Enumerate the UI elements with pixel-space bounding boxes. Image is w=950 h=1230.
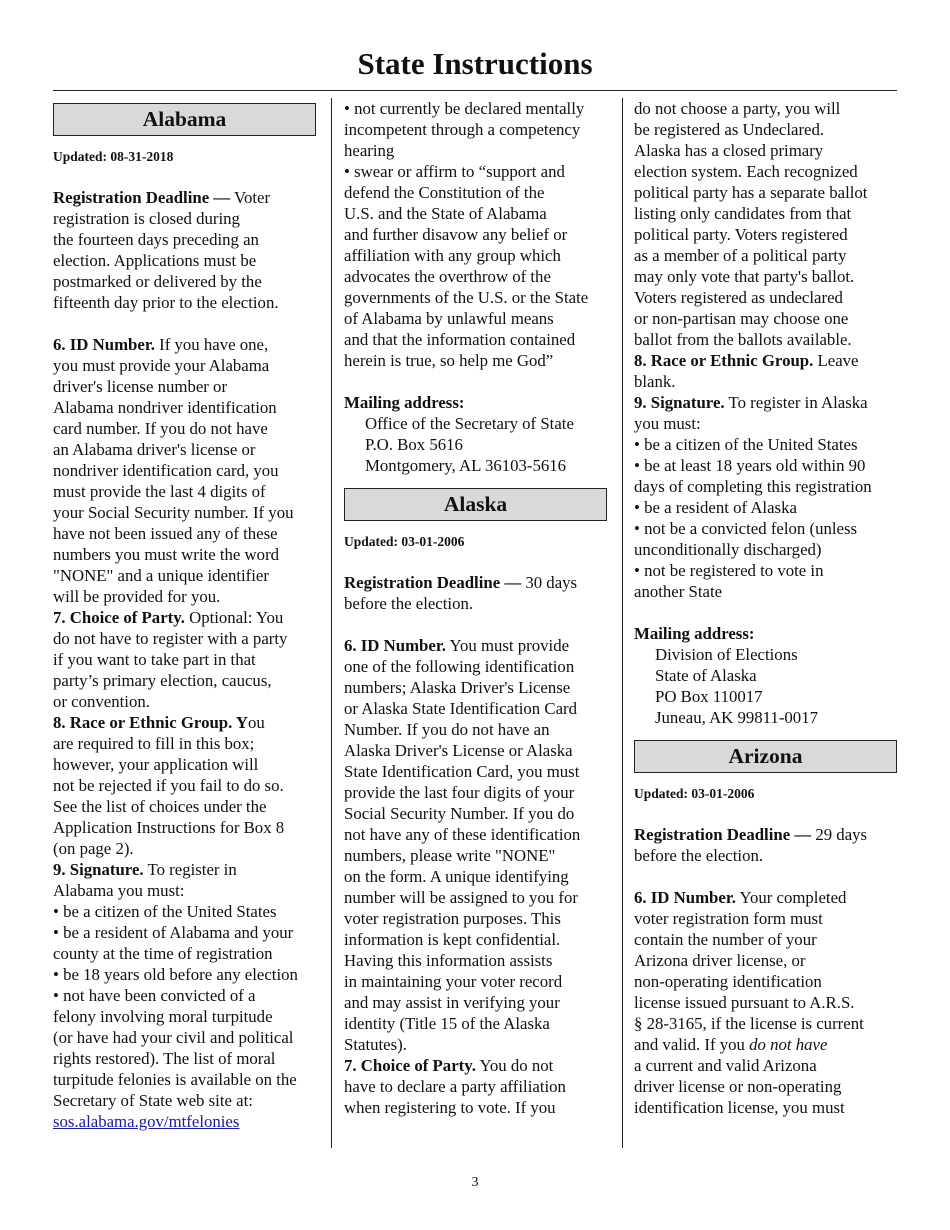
text-line: as a member of a political party (634, 246, 847, 265)
text-line: unconditionally discharged) (634, 540, 822, 559)
text-line: Arizona driver license, or (634, 951, 806, 970)
column-2 (344, 98, 623, 1148)
text-line: another State (634, 582, 723, 601)
text-line: will be provided for you. (53, 587, 221, 606)
text-line: county at the time of registration (53, 944, 273, 963)
text-line: on the form. A unique identifying (344, 867, 569, 886)
text-line: Having this information assists (344, 951, 553, 970)
text-line: Application Instructions for Box 8 (53, 818, 285, 837)
text-line: defend the Constitution of the (344, 183, 545, 202)
text-line: or non-partisan may choose one (634, 309, 849, 328)
text-line: political party has a separate ballot (634, 183, 868, 202)
text-line: • not be a convicted felon (unless (634, 519, 858, 538)
text-line: affiliation with any group which (344, 246, 561, 265)
text-line: fifteenth day prior to the election. (53, 293, 279, 312)
text-line: of Alabama by unlawful means (344, 309, 554, 328)
text-line: or Alaska State Identification Card (344, 699, 578, 718)
text-line: election. Applications must be (53, 251, 257, 270)
alabama-deadline-line: Registration Deadline — Voter (53, 188, 271, 207)
alabama-race-line: 8. Race or Ethnic Group. You (53, 713, 265, 732)
alabama-id-label: 6. ID Number. (53, 335, 155, 354)
text-line: information is kept confidential. (344, 930, 561, 949)
text-line: identity (Title 15 of the Alaska (344, 1014, 550, 1033)
text-line: be registered as Undeclared. (634, 120, 825, 139)
text-line: you must: (634, 414, 701, 433)
alaska-id-line: 6. ID Number. You must provide (344, 636, 570, 655)
text-line: license issued pursuant to A.R.S. (634, 993, 855, 1012)
address-line: PO Box 110017 (655, 687, 763, 706)
alaska-mailing-label: Mailing address: (634, 624, 755, 643)
text-line: however, your application will (53, 755, 259, 774)
address-line: P.O. Box 5616 (365, 435, 463, 454)
text-line: must provide the last 4 digits of (53, 482, 266, 501)
address-line: Office of the Secretary of State (365, 414, 574, 433)
arizona-deadline-line: Registration Deadline — 29 days (634, 825, 868, 844)
text-line: contain the number of your (634, 930, 817, 949)
text-line: • be at least 18 years old within 90 (634, 456, 866, 475)
state-header-alabama: Alabama (53, 103, 316, 136)
alabama-party-label: 7. Choice of Party. (53, 608, 185, 627)
text-line: identification license, you must (634, 1098, 845, 1117)
text-line: Alabama you must: (53, 881, 185, 900)
text-line: one of the following identification (344, 657, 575, 676)
alaska-deadline-line: Registration Deadline — 30 days (344, 573, 578, 592)
text-line: election system. Each recognized (634, 162, 858, 181)
title-divider (53, 90, 897, 91)
mtfelonies-link[interactable]: sos.alabama.gov/mtfelonies (53, 1112, 240, 1131)
text-line: postmarked or delivered by the (53, 272, 262, 291)
address-line: State of Alaska (655, 666, 757, 685)
text-line: an Alabama driver's license or (53, 440, 256, 459)
text-line: hearing (344, 141, 395, 160)
updated-date-alabama: Updated: 08-31-2018 (53, 149, 174, 164)
column-3 (634, 98, 904, 1148)
text-line: if you want to take part in that (53, 650, 256, 669)
text-line: • be a resident of Alabama and your (53, 923, 294, 942)
text-line: rights restored). The list of moral (53, 1049, 276, 1068)
text-line: voter registration purposes. This (344, 909, 561, 928)
text-line: you must provide your Alabama (53, 356, 270, 375)
alaska-race-label: 8. Race or Ethnic Group. (634, 351, 814, 370)
text-line: and may assist in verifying your (344, 993, 560, 1012)
alaska-race-line: 8. Race or Ethnic Group. Leave (634, 351, 859, 370)
text-line: herein is true, so help me God” (344, 351, 554, 370)
text-line: • be 18 years old before any election (53, 965, 298, 984)
text-line: Secretary of State web site at: (53, 1091, 253, 1110)
text-line: and further disavow any belief or (344, 225, 568, 244)
text-line: • not have been convicted of a (53, 986, 256, 1005)
text-line: (or have had your civil and political (53, 1028, 294, 1047)
alabama-deadline-label: Registration Deadline — (53, 188, 231, 207)
text-line: a current and valid Arizona (634, 1056, 817, 1075)
column-1 (53, 98, 332, 1148)
text-line: Social Security Number. If you do (344, 804, 575, 823)
text-line: card number. If you do not have (53, 419, 268, 438)
text-line: your Social Security number. If you (53, 503, 294, 522)
text-line: and that the information contained (344, 330, 576, 349)
text-line: Alabama nondriver identification (53, 398, 277, 417)
alaska-party-line: 7. Choice of Party. You do not (344, 1056, 554, 1075)
text-line: have to declare a party affiliation (344, 1077, 566, 1096)
text-line: before the election. (344, 594, 474, 613)
text-line: have not been issued any of these (53, 524, 278, 543)
state-header-arizona: Arizona (634, 740, 897, 773)
text-line: registration is closed during (53, 209, 240, 228)
address-line: Juneau, AK 99811-0017 (655, 708, 818, 727)
text-line: do not have to register with a party (53, 629, 288, 648)
text-line: • be a citizen of the United States (634, 435, 858, 454)
text-line: Voters registered as undeclared (634, 288, 843, 307)
text-line: Number. If you do not have an (344, 720, 550, 739)
text-line: party’s primary election, caucus, (53, 671, 272, 690)
text-line: and valid. If you do not have (634, 1035, 828, 1054)
arizona-id-line: 6. ID Number. Your completed (634, 888, 847, 907)
text-line: numbers; Alaska Driver's License (344, 678, 571, 697)
text-line: • not be registered to vote in (634, 561, 824, 580)
text-line: turpitude felonies is available on the (53, 1070, 297, 1089)
alabama-id-line: 6. ID Number. If you have one, (53, 335, 269, 354)
text-line: • not currently be declared mentally (344, 99, 585, 118)
text-line: (on page 2). (53, 839, 134, 858)
page-number: 3 (471, 1175, 479, 1190)
text-line: Statutes). (344, 1035, 407, 1054)
text-line: numbers, please write "NONE" (344, 846, 556, 865)
text-line: "NONE" and a unique identifier (53, 566, 269, 585)
state-header-alaska: Alaska (344, 488, 607, 521)
text-line: not be rejected if you fail to do so. (53, 776, 284, 795)
text-line: nondriver identification card, you (53, 461, 279, 480)
text-line: U.S. and the State of Alabama (344, 204, 547, 223)
text-line: numbers you must write the word (53, 545, 280, 564)
text-line: not have any of these identification (344, 825, 581, 844)
text-line: • be a citizen of the United States (53, 902, 277, 921)
text-line: Alaska Driver's License or Alaska (344, 741, 573, 760)
text-line: driver's license number or (53, 377, 228, 396)
text-line: • swear or affirm to “support and (344, 162, 565, 181)
text-line: political party. Voters registered (634, 225, 848, 244)
text-line: days of completing this registration (634, 477, 872, 496)
alabama-signature-label: 9. Signature. (53, 860, 144, 879)
updated-date-arizona: Updated: 03-01-2006 (634, 786, 755, 801)
alabama-mailing-label: Mailing address: (344, 393, 465, 412)
text-line: or convention. (53, 692, 150, 711)
arizona-deadline-label: Registration Deadline — (634, 825, 812, 844)
alaska-party-label: 7. Choice of Party. (344, 1056, 476, 1075)
text-line: number will be assigned to you for (344, 888, 578, 907)
text-line: the fourteen days preceding an (53, 230, 259, 249)
text-line: ballot from the ballots available. (634, 330, 852, 349)
text-line: • be a resident of Alaska (634, 498, 797, 517)
text-line: advocates the overthrow of the (344, 267, 551, 286)
text-line: driver license or non-operating (634, 1077, 842, 1096)
text-line: See the list of choices under the (53, 797, 267, 816)
address-line: Division of Elections (655, 645, 798, 664)
text-line: felony involving moral turpitude (53, 1007, 273, 1026)
text-line: when registering to vote. If you (344, 1098, 556, 1117)
text-line: provide the last four digits of your (344, 783, 575, 802)
page-title: State Instructions (357, 46, 593, 81)
text-line: before the election. (634, 846, 764, 865)
alaska-signature-label: 9. Signature. (634, 393, 725, 412)
text-line: incompetent through a competency (344, 120, 581, 139)
text-line: do not choose a party, you will (634, 99, 841, 118)
text-line: § 28-3165, if the license is current (634, 1014, 864, 1033)
text-line: in maintaining your voter record (344, 972, 563, 991)
text-line: governments of the U.S. or the State (344, 288, 589, 307)
alabama-party-line: 7. Choice of Party. Optional: You (53, 608, 284, 627)
text-line: blank. (634, 372, 676, 391)
text-line: listing only candidates from that (634, 204, 852, 223)
alabama-signature-line: 9. Signature. To register in (53, 860, 237, 879)
arizona-id-label: 6. ID Number. (634, 888, 736, 907)
alabama-race-label: 8. Race or Ethnic Group. Y (53, 713, 249, 732)
alaska-deadline-label: Registration Deadline — (344, 573, 522, 592)
alaska-signature-line: 9. Signature. To register in Alaska (634, 393, 868, 412)
text-line: voter registration form must (634, 909, 823, 928)
text-line: are required to fill in this box; (53, 734, 255, 753)
text-line: State Identification Card, you must (344, 762, 580, 781)
text-line: non-operating identification (634, 972, 822, 991)
text-line: Alaska has a closed primary (634, 141, 824, 160)
address-line: Montgomery, AL 36103-5616 (365, 456, 567, 475)
text-line: may only vote that party's ballot. (634, 267, 855, 286)
alaska-id-label: 6. ID Number. (344, 636, 446, 655)
updated-date-alaska: Updated: 03-01-2006 (344, 534, 465, 549)
